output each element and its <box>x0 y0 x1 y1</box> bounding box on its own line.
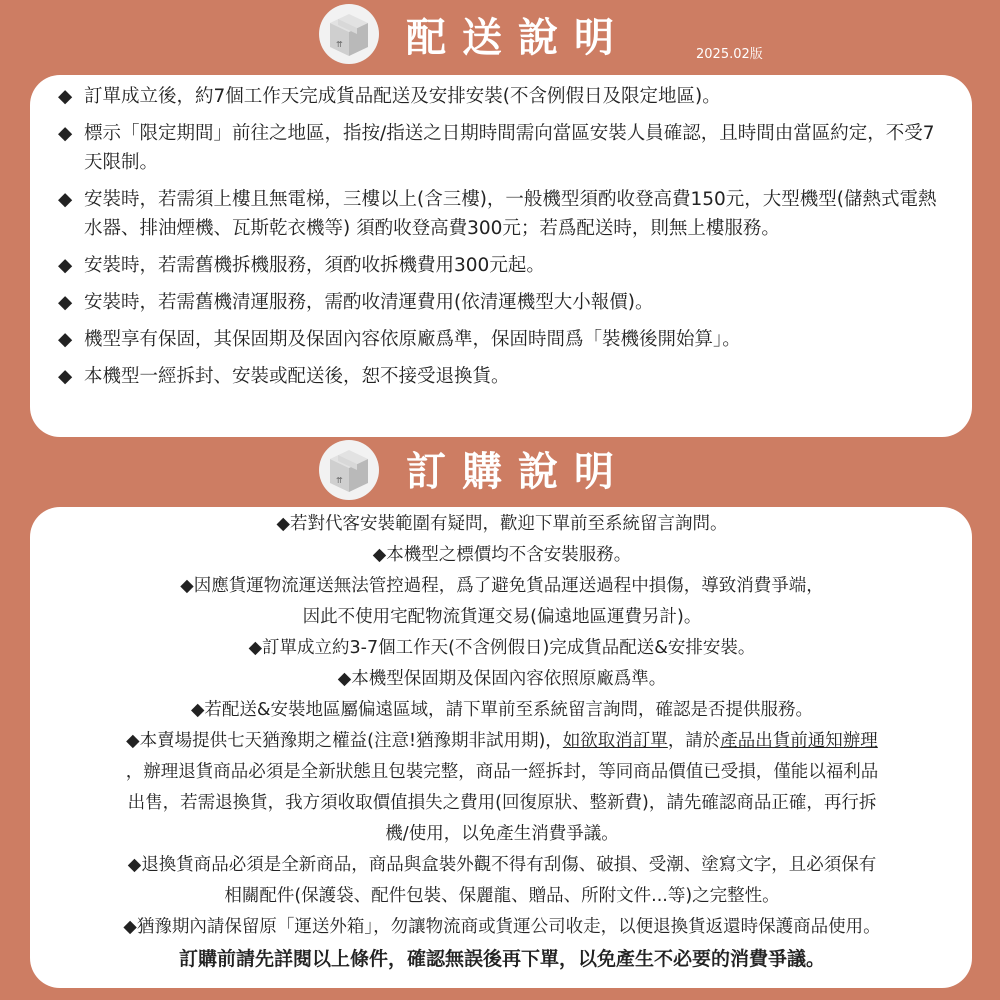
cancel-order-text: 如欲取消訂單 <box>562 731 668 751</box>
diamond-bullet-icon: ◆ <box>58 329 73 350</box>
order-panel <box>30 507 972 988</box>
order-title: 訂購說明 <box>406 449 630 495</box>
notify-before-shipping-text: 產品出貨前通知辦理 <box>720 731 878 751</box>
delivery-item: ◆ 本機型一經拆封、安裝或配送後，恕不接受退換貨。 <box>58 362 946 391</box>
delivery-item: ◆ 訂單成立後，約7個工作天完成貨品配送及安排安裝(不含例假日及限定地區)。 <box>58 82 946 111</box>
delivery-item: ◆ 安裝時，若需舊機清運服務，需酌收清運費用(依清運機型大小報價)。 <box>58 288 946 317</box>
policy-line: ◆本賣場提供七天猶豫期之權益(注意!猶豫期非試用期)，如欲取消訂單，請於產品出貨前通知辦理 <box>126 731 878 751</box>
diamond-bullet-icon: ◆ <box>58 366 73 387</box>
delivery-header <box>0 0 1000 70</box>
box-keep-line: ◆猶豫期內請保留原「運送外箱」，勿讓物流商或貨運公司收走，以便退換貨返還時保護商品使用。 <box>123 917 881 937</box>
diamond-bullet-icon: ◆ <box>58 86 73 107</box>
order-item: ◆因應貨運物流運送無法管控過程，爲了避免貨品運送過程中損傷，導致消費爭端， <box>180 576 824 596</box>
order-header <box>0 436 1000 506</box>
order-item: ◆本機型保固期及保固內容依照原廠爲準。 <box>337 669 667 689</box>
svg-text:⇈: ⇈ <box>336 40 343 49</box>
return-line: ◆退換貨商品必須是全新商品，商品與盒裝外觀不得有刮傷、破損、受潮、塗寫文字，且必須保有 <box>127 855 877 875</box>
order-item: ◆若對代客安裝範圍有疑問，歡迎下單前至系統留言詢問。 <box>276 514 728 534</box>
order-item: ◆本機型之標價均不含安裝服務。 <box>372 545 632 565</box>
diamond-bullet-icon: ◆ <box>58 292 73 313</box>
delivery-item: ◆ 安裝時，若需舊機拆機服務，須酌收拆機費用300元起。 <box>58 251 946 280</box>
policy-line: 出售，若需退換貨，我方須收取價值損失之費用(回復原狀、整新費)，請先確認商品正確，再行拆 <box>127 793 877 813</box>
return-line: 相關配件(保護袋、配件包裝、保麗龍、贈品、所附文件...等)之完整性。 <box>224 886 780 906</box>
delivery-item: ◆ 機型享有保固，其保固期及保固內容依原廠爲準，保固時間爲「裝機後開始算」。 <box>58 325 946 354</box>
version-date: 2025.02版 <box>696 47 763 62</box>
final-notice: 訂購前請先詳閱以上條件，確認無誤後再下單，以免產生不必要的消費爭議。 <box>178 948 825 970</box>
parcel-box-icon <box>318 3 380 65</box>
delivery-title: 配送說明 <box>406 15 630 61</box>
order-item: ◆訂單成立約3-7個工作天(不含例假日)完成貨品配送&安排安裝。 <box>248 638 756 658</box>
svg-text:⇈: ⇈ <box>336 476 343 485</box>
diamond-bullet-icon: ◆ <box>58 255 73 276</box>
order-item: ◆若配送&安裝地區屬偏遠區域，請下單前至系統留言詢問，確認是否提供服務。 <box>190 700 814 720</box>
parcel-box-icon <box>318 439 380 501</box>
policy-line: ，辦理退貨商品必須是全新狀態且包裝完整，商品一經拆封，等同商品價值已受損，僅能以福利品 <box>125 762 879 782</box>
order-item: 因此不使用宅配物流貨運交易(偏遠地區運費另計)。 <box>302 607 702 627</box>
delivery-item: ◆ 標示「限定期間」前往之地區，指按/指送之日期時間需向當區安裝人員確認，且時間由當區約定，不受7天限制。 <box>58 119 946 177</box>
policy-line: 機/使用，以免產生消費爭議。 <box>385 824 619 844</box>
diamond-bullet-icon: ◆ <box>58 189 73 210</box>
delivery-panel <box>30 75 972 437</box>
delivery-item: ◆ 安裝時，若需須上樓且無電梯，三樓以上(含三樓)，一般機型須酌收登高費150元，大型機型(儲熱式電熱水器、排油煙機、瓦斯乾衣機等) 須酌收登高費300元；若爲配送時，則無上樓服務。 <box>58 185 946 243</box>
diamond-bullet-icon: ◆ <box>58 123 73 144</box>
